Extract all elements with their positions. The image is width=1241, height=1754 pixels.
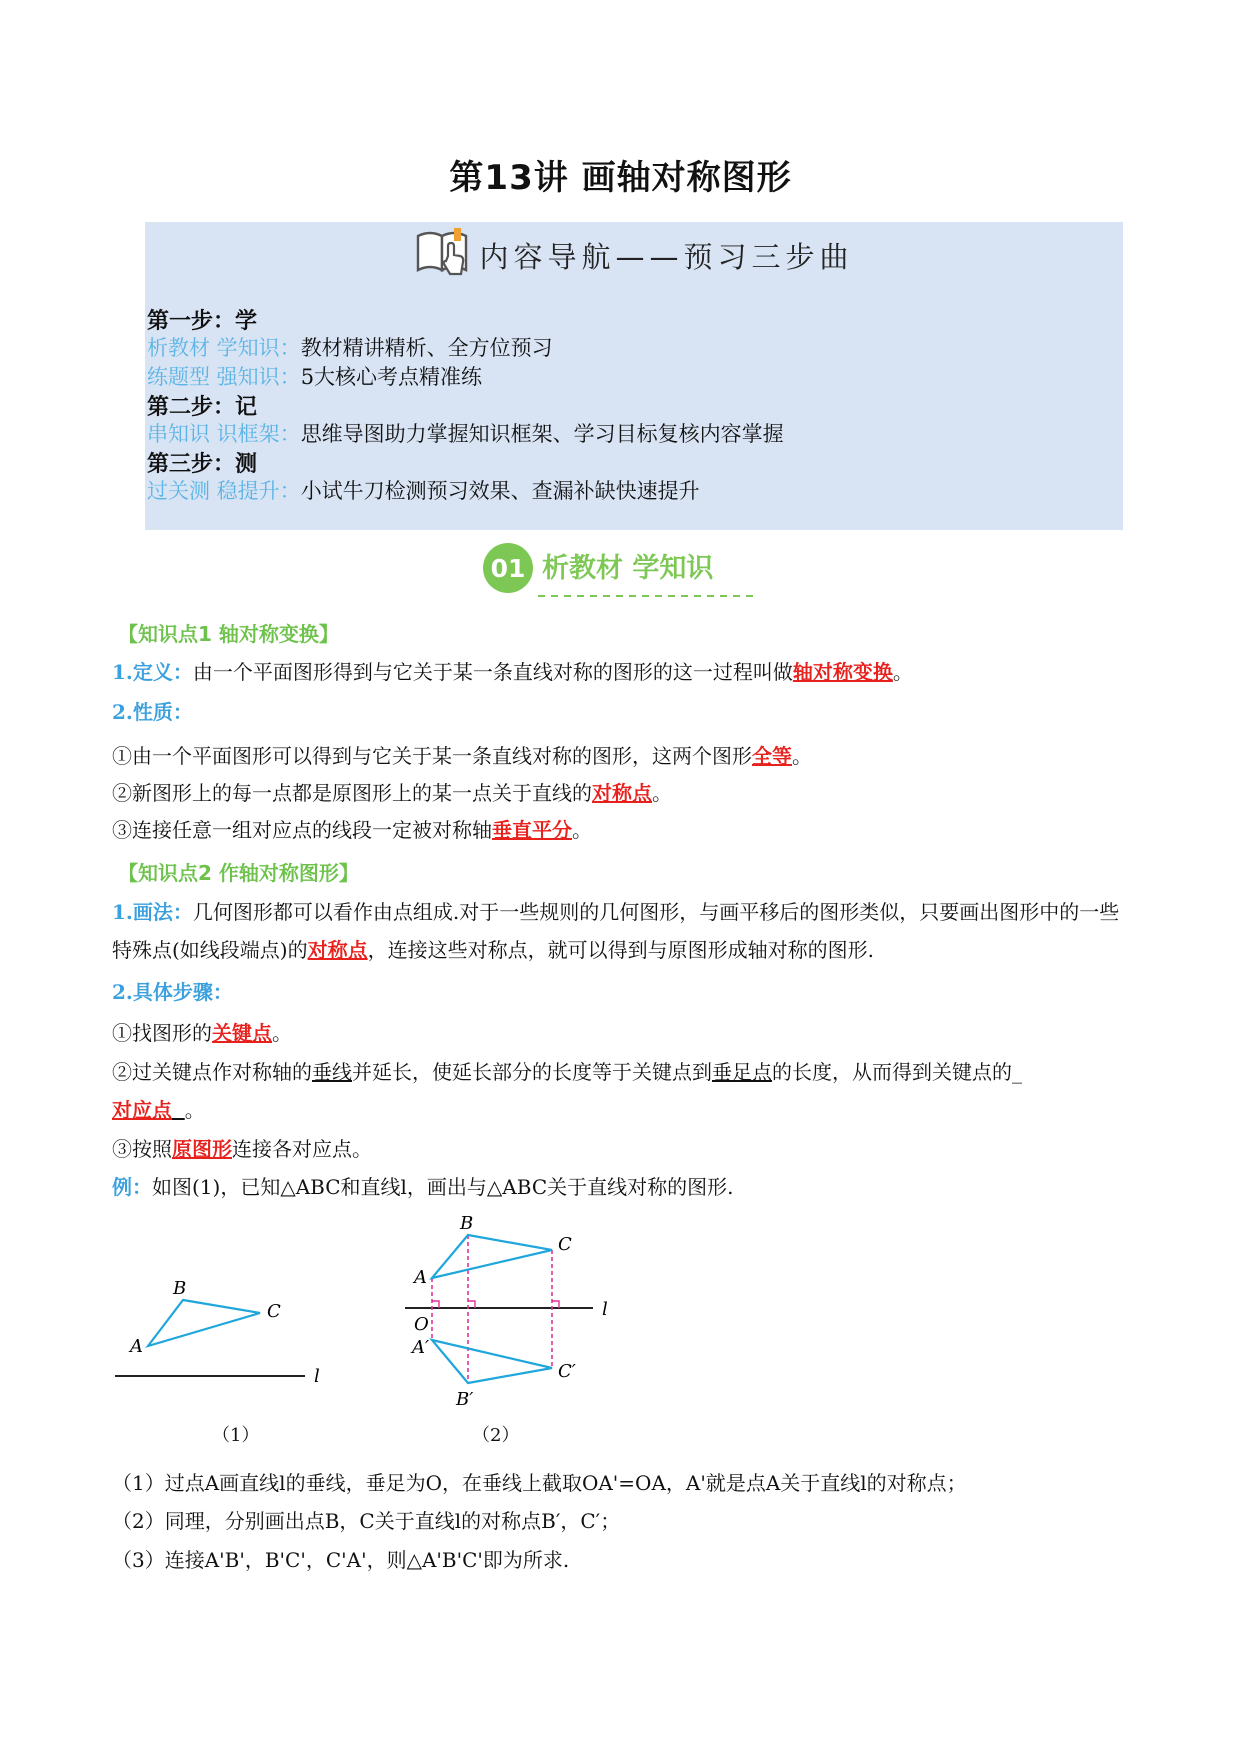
- banner-text: 析教材 学知识: [542, 553, 714, 584]
- label-o: O: [414, 1314, 429, 1335]
- method-text: 几何图形都可以看作由点组成.对于一些规则的几何图形，与画平移后的图形类似，只要画出图形中的一些特殊点(如线段端点)的: [112, 900, 1120, 962]
- figure-1-caption: （1）: [212, 1425, 260, 1446]
- step-1-key: 关键点: [212, 1021, 272, 1045]
- step-2-heading: 第二步：记: [147, 395, 258, 420]
- section-banner: [480, 540, 760, 606]
- step-3-key: 原图形: [172, 1137, 232, 1161]
- step-row-text: 教材精讲精析、全方位预习: [300, 336, 553, 360]
- step-2-end: 。: [184, 1098, 205, 1122]
- step-2-underline-2: 垂足点: [712, 1060, 772, 1084]
- label-l: l: [602, 1299, 608, 1320]
- label-b: B: [460, 1213, 474, 1234]
- definition-text: 由一个平面图形得到与它关于某一条直线对称的图形的这一过程叫做: [192, 660, 793, 684]
- label-c: C: [267, 1301, 281, 1322]
- property-1-text: ①由一个平面图形可以得到与它关于某一条直线对称的图形，这两个图形: [112, 744, 752, 768]
- step-row-1: [147, 332, 553, 362]
- knowledge-point-1-header: 【知识点1 轴对称变换】: [118, 622, 339, 646]
- label-c: C: [558, 1234, 572, 1255]
- step-row-4: [147, 475, 700, 505]
- steps-label: [112, 977, 233, 1007]
- example-label: 例：: [112, 1175, 152, 1199]
- label-l: l: [314, 1366, 320, 1387]
- book-pointer-icon: [414, 226, 472, 284]
- figure-2-caption: （2）: [472, 1425, 520, 1446]
- step-3: [112, 1134, 372, 1164]
- step-1: [112, 1018, 292, 1048]
- step-row-label: 过关测 稳提升：: [147, 479, 301, 503]
- step-3-text: ③按照: [112, 1137, 172, 1161]
- method-end: ，连接这些对称点，就可以得到与原图形成轴对称的图形.: [367, 938, 874, 962]
- property-2-text: ②新图形上的每一点都是原图形上的某一点关于直线的: [112, 781, 592, 805]
- right-angle-mark: [432, 1301, 439, 1308]
- triangle-a1b1c1: [432, 1340, 552, 1383]
- underline-gap: [172, 1098, 185, 1122]
- definition-line: [112, 657, 913, 687]
- property-1-end: 。: [792, 744, 812, 768]
- property-3-text: ③连接任意一组对应点的线段一定被对称轴: [112, 818, 492, 842]
- step-3-heading: 第三步：测: [147, 452, 258, 477]
- property-3: [112, 815, 592, 845]
- example-line: [112, 1172, 733, 1202]
- right-angle-mark: [468, 1301, 475, 1308]
- step-2-key: 对应点: [112, 1098, 172, 1122]
- definition-label: 1.定义：: [112, 660, 193, 684]
- property-2-key: 对称点: [592, 781, 652, 805]
- nav-title: 内容导航——预习三步曲: [479, 239, 854, 274]
- step-1-end: 。: [272, 1021, 292, 1045]
- step-2-text-c: 的长度，从而得到关键点的_: [772, 1060, 1022, 1084]
- step-2-text-b: 并延长，使延长部分的长度等于关键点到: [352, 1060, 712, 1084]
- example-text: 如图(1)，已知△ABC和直线l，画出与△ABC关于直线对称的图形.: [152, 1175, 734, 1199]
- property-2-end: 。: [652, 781, 672, 805]
- step-row-label: 析教材 学知识：: [147, 336, 301, 360]
- step-1-heading: 第一步：学: [147, 309, 258, 334]
- step-row-label: 练题型 强知识：: [147, 365, 301, 389]
- banner-number: 01: [490, 554, 526, 583]
- triangle-abc: [148, 1300, 260, 1346]
- step-1-text: ①找图形的: [112, 1021, 212, 1045]
- label-b: B: [173, 1278, 187, 1299]
- definition-key: 轴对称变换: [792, 660, 893, 684]
- property-3-end: 。: [572, 818, 592, 842]
- property-1-key: 全等: [752, 744, 792, 768]
- page-title: 第13讲 画轴对称图形: [449, 158, 792, 198]
- step-2-continued: [112, 1095, 205, 1125]
- step-2: [112, 1057, 1022, 1087]
- method-label: 1.画法：: [112, 900, 193, 924]
- solution-1: （1）过点A画直线l的垂线，垂足为O，在垂线上截取OA'=OA，A'就是点A关于直线l的对称点；: [112, 1471, 967, 1495]
- step-3-end: 连接各对应点。: [232, 1137, 372, 1161]
- property-3-key: 垂直平分: [492, 818, 572, 842]
- property-label: [112, 697, 193, 727]
- steps-label-text: 2.具体步骤：: [112, 980, 233, 1004]
- knowledge-point-2-header: 【知识点2 作轴对称图形】: [118, 861, 359, 885]
- property-1: [112, 741, 812, 771]
- step-row-text: 5大核心考点精准练: [300, 365, 483, 389]
- solution-2: （2）同理，分别画出点B，C关于直线l的对称点B′，C′；: [112, 1509, 621, 1533]
- method-paragraph: [112, 893, 1122, 969]
- content-navigation-box: [145, 222, 1123, 530]
- label-a-prime: A′: [412, 1337, 430, 1358]
- step-row-3: [147, 418, 784, 448]
- triangle-abc: [432, 1235, 552, 1278]
- step-row-text: 思维导图助力掌握知识框架、学习目标复核内容掌握: [300, 422, 784, 446]
- definition-end: 。: [892, 660, 913, 684]
- figure-1: [110, 1270, 340, 1400]
- label-c-prime: C′: [558, 1361, 576, 1382]
- method-key: 对称点: [307, 938, 368, 962]
- label-a: A: [414, 1267, 427, 1288]
- solution-3: （3）连接A'B'，B'C'，C'A'，则△A'B'C'即为所求.: [112, 1548, 570, 1572]
- property-label-text: 2.性质：: [112, 700, 193, 724]
- right-angle-mark: [552, 1301, 559, 1308]
- step-2-underline-1: 垂线: [312, 1060, 352, 1084]
- figure-2: [400, 1205, 620, 1415]
- property-2: [112, 778, 672, 808]
- step-row-2: [147, 361, 482, 391]
- step-2-text-a: ②过关键点作对称轴的: [112, 1060, 312, 1084]
- step-row-label: 串知识 识框架：: [147, 422, 301, 446]
- step-row-text: 小试牛刀检测预习效果、查漏补缺快速提升: [300, 479, 700, 503]
- label-b-prime: B′: [456, 1389, 474, 1410]
- label-a: A: [130, 1336, 143, 1357]
- nav-header: [145, 226, 1123, 288]
